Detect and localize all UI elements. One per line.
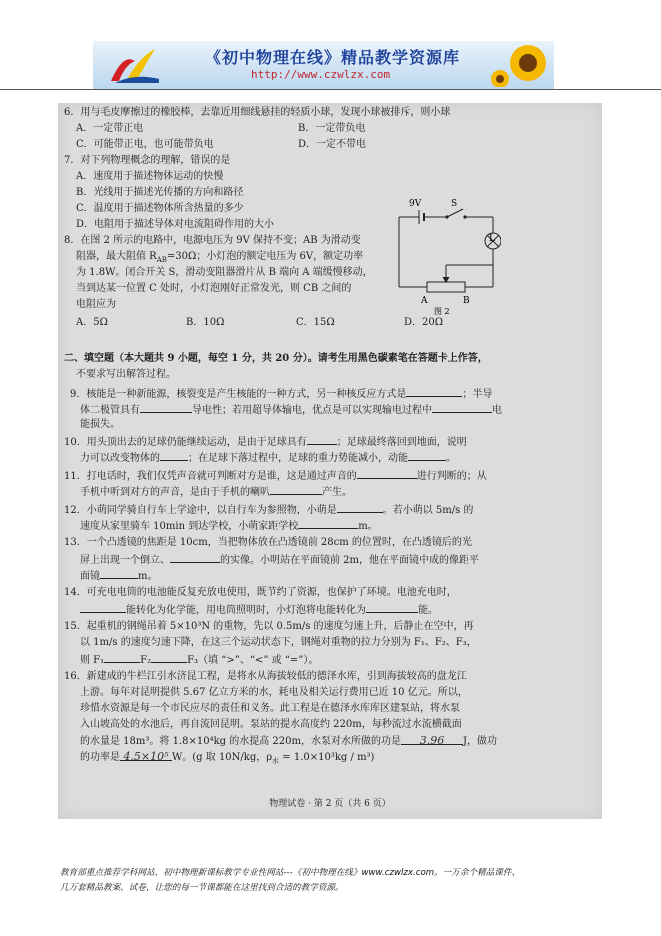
q7-option-a: A．速度用于描述物体运动的快慢 [76,171,224,182]
q11-line1: 11．打电话时，我们仅凭声音就可判断对方是谁，这是通过声音的 进行判断的；从 [64,467,487,485]
site-logo-icon [105,43,163,87]
banner-divider [0,89,661,90]
q8-option-a: A．5Ω [76,317,108,328]
q10-line2: 力可以改变物体的 ；在足球下落过程中，足球的重力势能减小，动能 。 [80,449,456,467]
q15-line3: 则 F₁ F₂ F₃（填 “>”、“<” 或 “=”）。 [80,651,318,669]
q9-line3: 能损失。 [80,419,120,430]
circuit-end-a-label: A [421,296,428,306]
switch-contact-icon [463,215,466,218]
handwritten-work-answer: 3.96 [419,734,445,747]
circuit-voltage-label: 9V [409,199,422,209]
circuit-lamp-label: L [489,234,495,244]
footer-note-line1: 教育部重点推荐学科网站、初中物理新课标教学专业性网站---《初中物理在线》www.czwlzx.com。一万余个精品课件、 [60,868,521,878]
q16-line4: 入山坡高处的水池后，再自流回昆明。泵站的提水高度约 220m，每秒流过水流横截面 [80,719,462,730]
q6-option-a: A．一定带正电 [76,123,144,134]
q6-stem: 6．用与毛皮摩擦过的橡胶棒，去靠近用细线悬挂的轻质小球，发现小球被排斥，则小球 [64,107,451,118]
q11-line2: 手机中听到对方的声音，是由于手机的喇叭 产生。 [80,483,352,501]
q8-option-b: B．10Ω [186,317,225,328]
handwritten-power-answer: 4.5×10⁵ [123,750,169,763]
q16-line2: 上游。每年对昆明提供 5.67 亿立方米的水，耗电及相关运行费用已近 10 亿元。所以， [80,687,468,698]
q12-line2: 速度从家里骑车 10min 到达学校，小萌家距学校 m。 [80,517,378,535]
q13-line3: 面镜 m。 [80,567,157,585]
q16-line5: 的水量是 18m³。将 1.8×10⁴kg 的水提高 220m，水泵对水所做的功是 3.96 J，做功 [80,734,497,747]
q7-stem: 7．对下列物理概念的理解，错误的是 [64,155,231,166]
switch-pivot-icon [445,215,448,218]
q7-option-d: D．电阻用于描述导体对电流阻碍作用的大小 [76,219,275,230]
q13-line2: 屏上出现一个倒立、 的实像。小明站在平面镜前 2m，他在平面镜中成的像距平 [80,551,479,569]
q6-option-d: D．一定不带电 [298,139,367,150]
banner-url[interactable]: http://www.czwlzx.com [251,68,391,81]
q6-option-b: B．一定带负电 [298,123,366,134]
exam-page [58,103,602,819]
q13-line1: 13．一个凸透镜的焦距是 10cm，当把物体放在凸透镜前 28cm 的位置时，在凸透镜后的光 [64,537,472,548]
q8-option-d: D．20Ω [404,317,444,328]
site-footer-note [60,866,620,896]
q8-line1: 8．在图 2 所示的电路中，电源电压为 9V 保持不变；AB 为滑动变 [64,235,361,246]
q8-line4: 当到达某一位置 C 处时，小灯泡刚好正常发光，则 CB 之间的 [76,283,352,294]
q16-line6: 的功率是 4.5×10⁵ W。(g 取 10N/kg，$\rho_水 = 1.0\times 10^3kg / m^3$) [80,750,375,765]
q12-line1: 12．小萌同学骑自行车上学途中，以自行车为参照物，小萌是 。若小萌以 5m/s 的 [64,501,473,519]
q8-line5: 电阻应为 [76,299,116,310]
q15-line1: 15．起重机的钢绳吊着 5×10³N 的重物，先以 0.5m/s 的速度匀速上升，后静止在空中，再 [64,621,474,632]
q7-option-b: B．光线用于描述光传播的方向和路径 [76,187,244,198]
page-footer: 物理试卷 · 第 2 页（共 6 页） [269,799,391,809]
section2-heading-line2: 不要求写出解答过程。 [76,369,176,380]
q14-line2: 能转化为化学能，用电筒照明时，小灯泡将电能转化为 能。 [80,601,438,619]
q7-option-c: C．温度用于描述物体所含热量的多少 [76,203,244,214]
q15-line2: 以 1m/s 的速度匀速下降，在这三个运动状态下，钢绳对重物的拉力分别为 F₁、F₂、F₃， [80,637,477,648]
circuit-switch-label: S [451,199,458,209]
q16-line3: 珍惜水资源是每一个市民应尽的责任和义务。此工程是在德泽水库库区建泵站，将水泵 [80,703,460,714]
q10-line1: 10．用头顶出去的足球仍能继续运动，是由于足球具有 ；足球最终落回到地面，说明 [64,433,467,451]
q8-line2: 阻器，最大阻值 $R_{AB}=30\Omega$；小灯泡的额定电压为 6V，额定功率 [76,251,364,264]
q6-option-c: C．可能带正电，也可能带负电 [76,139,214,150]
circuit-end-b-label: B [463,296,470,306]
q9-line2: 体二极管具有 导电性；若用超导体输电，优点是可以实现输电过程中 电 [80,401,502,419]
q16-line1: 16．新建成的牛栏江引水济昆工程，是将水从海拔较低的德泽水库，引到海拔较高的盘龙江 [64,671,467,682]
q14-line1: 14．可充电电筒的电池能反复充放电使用，既节约了资源，也保护了环境。电池充电时， [64,587,457,598]
footer-note-line2: 几万套精品教案、试卷，让您的每一节课都能在这里找到合适的教学资源。 [60,883,344,893]
section2-heading: 二、填空题（本大题共 9 小题，每空 1 分，共 20 分）。请考生用黑色碳素笔在答题卡上作答， [64,353,488,364]
circuit-diagram [391,195,501,315]
q8-option-c: C．15Ω [296,317,335,328]
q8-line3: 为 1.8W。闭合开关 S，滑动变阻器滑片从 B 端向 A 端缓慢移动， [76,267,373,278]
circuit-caption: 图 2 [434,307,450,315]
site-banner [93,41,554,89]
sunflower-icon [490,43,550,87]
banner-title: 《初中物理在线》精品教学资源库 [205,48,461,67]
q9-line1: 9．核能是一种新能源，核裂变是产生核能的一种方式，另一种核反应方式是 ；半导 [70,385,492,403]
